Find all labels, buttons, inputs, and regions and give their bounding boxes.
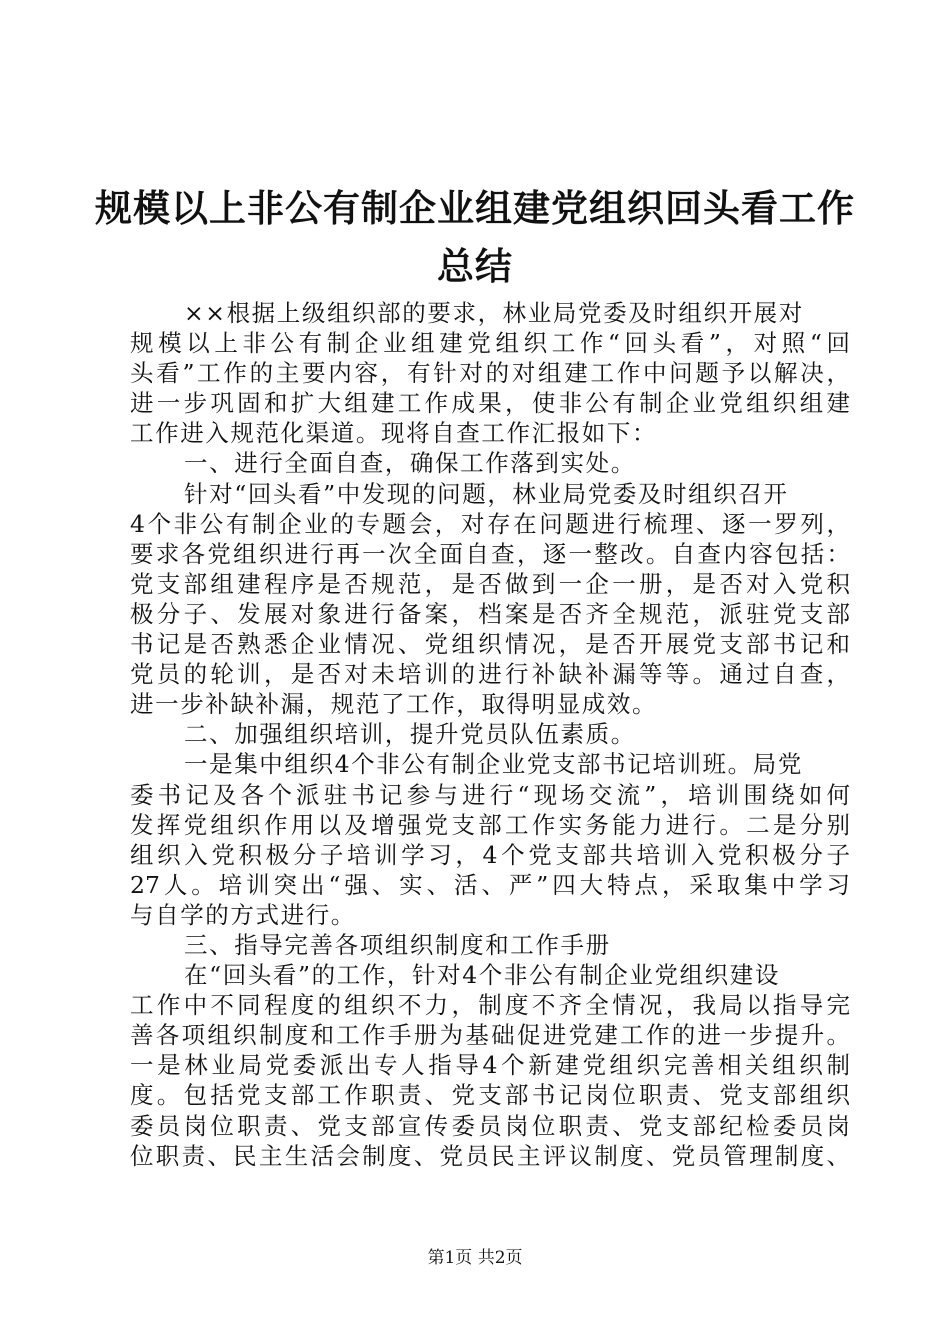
- paragraph-line: 要求各党组织进行再一次全面自查，逐一整改。自查内容包括：: [130, 539, 850, 568]
- document-body: [130, 298, 850, 1171]
- section-heading: 三、指导完善各项组织制度和工作手册: [184, 930, 611, 959]
- paragraph-line: 27人。培训突出“强、实、活、严”四大特点，采取集中学习: [130, 870, 850, 899]
- paragraph-line: 位职责、民主生活会制度、党员民主评议制度、党员管理制度、: [130, 1141, 850, 1170]
- paragraph-line: 一是林业局党委派出专人指导4个新建党组织完善相关组织制: [130, 1051, 850, 1080]
- section-heading: 二、加强组织培训，提升党员队伍素质。: [184, 720, 636, 749]
- document-title-line-2: 总结: [437, 244, 513, 288]
- paragraph-line: 度。包括党支部工作职责、党支部书记岗位职责、党支部组织: [130, 1081, 850, 1110]
- section-heading: 一、进行全面自查，确保工作落到实处。: [184, 449, 636, 478]
- paragraph-line: 委员岗位职责、党支部宣传委员岗位职责、党支部纪检委员岗: [130, 1111, 850, 1140]
- paragraph-line: 党员的轮训，是否对未培训的进行补缺补漏等等。通过自查，: [130, 660, 850, 689]
- paragraph-line: 4个非公有制企业的专题会，对存在问题进行梳理、逐一罗列，: [130, 509, 850, 538]
- paragraph-line: 组织入党积极分子培训学习，4个党支部共培训入党积极分子: [130, 840, 850, 869]
- paragraph-line: 工作中不同程度的组织不力，制度不齐全情况，我局以指导完: [130, 991, 850, 1020]
- paragraph-line: 与自学的方式进行。: [130, 900, 356, 929]
- paragraph-line: 一是集中组织4个非公有制企业党支部书记培训班。局党: [184, 750, 803, 779]
- paragraph-line: ××根据上级组织部的要求，林业局党委及时组织开展对: [184, 299, 804, 327]
- paragraph-line: 工作进入规范化渠道。现将自查工作汇报如下：: [130, 419, 658, 448]
- paragraph-line: 在“回头看”的工作，针对4个非公有制企业党组织建设: [184, 961, 780, 990]
- paragraph-line: 头看”工作的主要内容，有针对的对组建工作中问题予以解决，: [130, 359, 850, 388]
- paragraph-line: 党支部组建程序是否规范，是否做到一企一册，是否对入党积: [130, 569, 850, 598]
- paragraph-line: 极分子、发展对象进行备案，档案是否齐全规范，派驻党支部: [130, 599, 850, 628]
- page-footer: 第1页 共2页: [427, 1248, 523, 1268]
- paragraph-line: 针对“回头看”中发现的问题，林业局党委及时组织召开: [184, 479, 789, 508]
- document-title-line-1: 规模以上非公有制企业组建党组织回头看工作: [95, 186, 855, 230]
- paragraph-line: 书记是否熟悉企业情况、党组织情况，是否开展党支部书记和: [130, 630, 850, 659]
- paragraph-line: 发挥党组织作用以及增强党支部工作实务能力进行。二是分别: [130, 810, 850, 839]
- paragraph-line: 进一步补缺补漏，规范了工作，取得明显成效。: [130, 690, 658, 719]
- paragraph-line: 善各项组织制度和工作手册为基础促进党建工作的进一步提升。: [130, 1021, 850, 1050]
- paragraph-line: 进一步巩固和扩大组建工作成果，使非公有制企业党组织组建: [130, 389, 850, 418]
- paragraph-line: 委书记及各个派驻书记参与进行“现场交流”，培训围绕如何: [130, 780, 850, 809]
- paragraph-line: 规模以上非公有制企业组建党组织工作“回头看”，对照“回: [130, 329, 850, 358]
